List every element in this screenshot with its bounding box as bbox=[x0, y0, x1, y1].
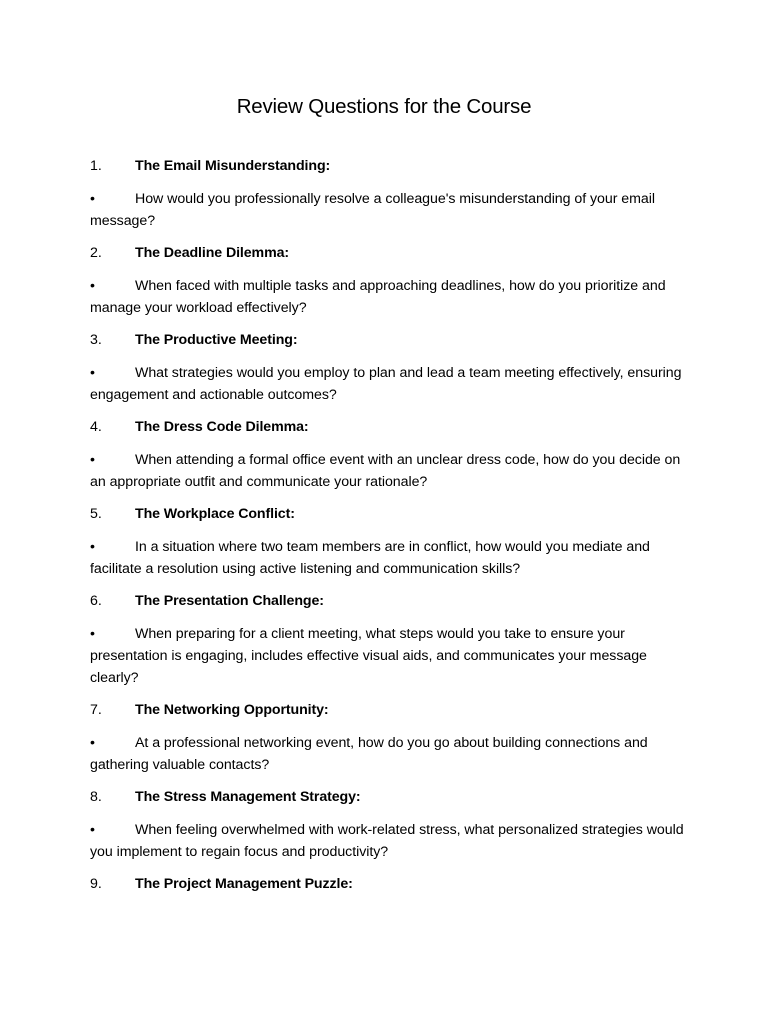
question-heading bbox=[90, 416, 690, 438]
question-title: The Presentation Challenge: bbox=[135, 593, 324, 609]
question-text bbox=[90, 536, 690, 580]
question-text bbox=[90, 188, 690, 232]
question-title: The Deadline Dilemma: bbox=[135, 245, 290, 261]
question-title: The Productive Meeting: bbox=[135, 332, 298, 348]
question-text-content: When attending a formal office event with an unclear dress code, how do you decide on an appropriate outfit and communicate your rationale? bbox=[90, 452, 681, 490]
question-item bbox=[90, 873, 690, 895]
question-text bbox=[90, 819, 690, 863]
question-number: 8. bbox=[90, 789, 102, 805]
question-title: The Project Management Puzzle: bbox=[135, 876, 353, 892]
question-title: The Stress Management Strategy: bbox=[135, 789, 361, 805]
question-text-content: At a professional networking event, how do you go about building connections and gathering valuable contacts? bbox=[90, 735, 648, 773]
question-heading bbox=[90, 786, 690, 808]
question-text-content: When feeling overwhelmed with work-related stress, what personalized strategies would you implement to regain focus and productivity? bbox=[90, 822, 684, 860]
question-number: 9. bbox=[90, 876, 102, 892]
question-heading bbox=[90, 242, 690, 264]
bullet-icon: • bbox=[90, 278, 95, 294]
question-item bbox=[90, 329, 690, 406]
question-heading bbox=[90, 329, 690, 351]
question-number: 5. bbox=[90, 506, 102, 522]
bullet-icon: • bbox=[90, 626, 95, 642]
question-number: 1. bbox=[90, 158, 102, 174]
question-title: The Networking Opportunity: bbox=[135, 702, 329, 718]
question-heading bbox=[90, 590, 690, 612]
question-title: The Dress Code Dilemma: bbox=[135, 419, 309, 435]
question-heading bbox=[90, 699, 690, 721]
question-item bbox=[90, 590, 690, 689]
question-text-content: How would you professionally resolve a colleague's misunderstanding of your email message? bbox=[90, 191, 655, 229]
bullet-icon: • bbox=[90, 822, 95, 838]
question-number: 4. bbox=[90, 419, 102, 435]
question-item bbox=[90, 503, 690, 580]
question-item bbox=[90, 786, 690, 863]
question-list bbox=[90, 155, 690, 906]
question-heading bbox=[90, 155, 690, 177]
question-item bbox=[90, 416, 690, 493]
question-text-content: When preparing for a client meeting, what steps would you take to ensure your presentation is engaging, includes effective visual aids, and communicates your message clearly? bbox=[90, 626, 647, 686]
question-number: 2. bbox=[90, 245, 102, 261]
question-item bbox=[90, 699, 690, 776]
question-text bbox=[90, 275, 690, 319]
bullet-icon: • bbox=[90, 191, 95, 207]
question-item bbox=[90, 155, 690, 232]
question-title: The Workplace Conflict: bbox=[135, 506, 295, 522]
question-heading bbox=[90, 873, 690, 895]
question-heading bbox=[90, 503, 690, 525]
question-text-content: When faced with multiple tasks and approaching deadlines, how do you prioritize and manage your workload effectively? bbox=[90, 278, 666, 316]
bullet-icon: • bbox=[90, 539, 95, 555]
question-number: 6. bbox=[90, 593, 102, 609]
question-title: The Email Misunderstanding: bbox=[135, 158, 331, 174]
bullet-icon: • bbox=[90, 735, 95, 751]
question-number: 3. bbox=[90, 332, 102, 348]
question-item bbox=[90, 242, 690, 319]
question-text bbox=[90, 362, 690, 406]
bullet-icon: • bbox=[90, 365, 95, 381]
question-text-content: What strategies would you employ to plan and lead a team meeting effectively, ensuring engagement and actionable outcomes? bbox=[90, 365, 682, 403]
question-text bbox=[90, 623, 690, 689]
question-text bbox=[90, 449, 690, 493]
question-text bbox=[90, 732, 690, 776]
question-text-content: In a situation where two team members are in conflict, how would you mediate and facilitate a resolution using active listening and communication skills? bbox=[90, 539, 650, 577]
question-number: 7. bbox=[90, 702, 102, 718]
bullet-icon: • bbox=[90, 452, 95, 468]
page-title: Review Questions for the Course bbox=[236, 95, 532, 118]
